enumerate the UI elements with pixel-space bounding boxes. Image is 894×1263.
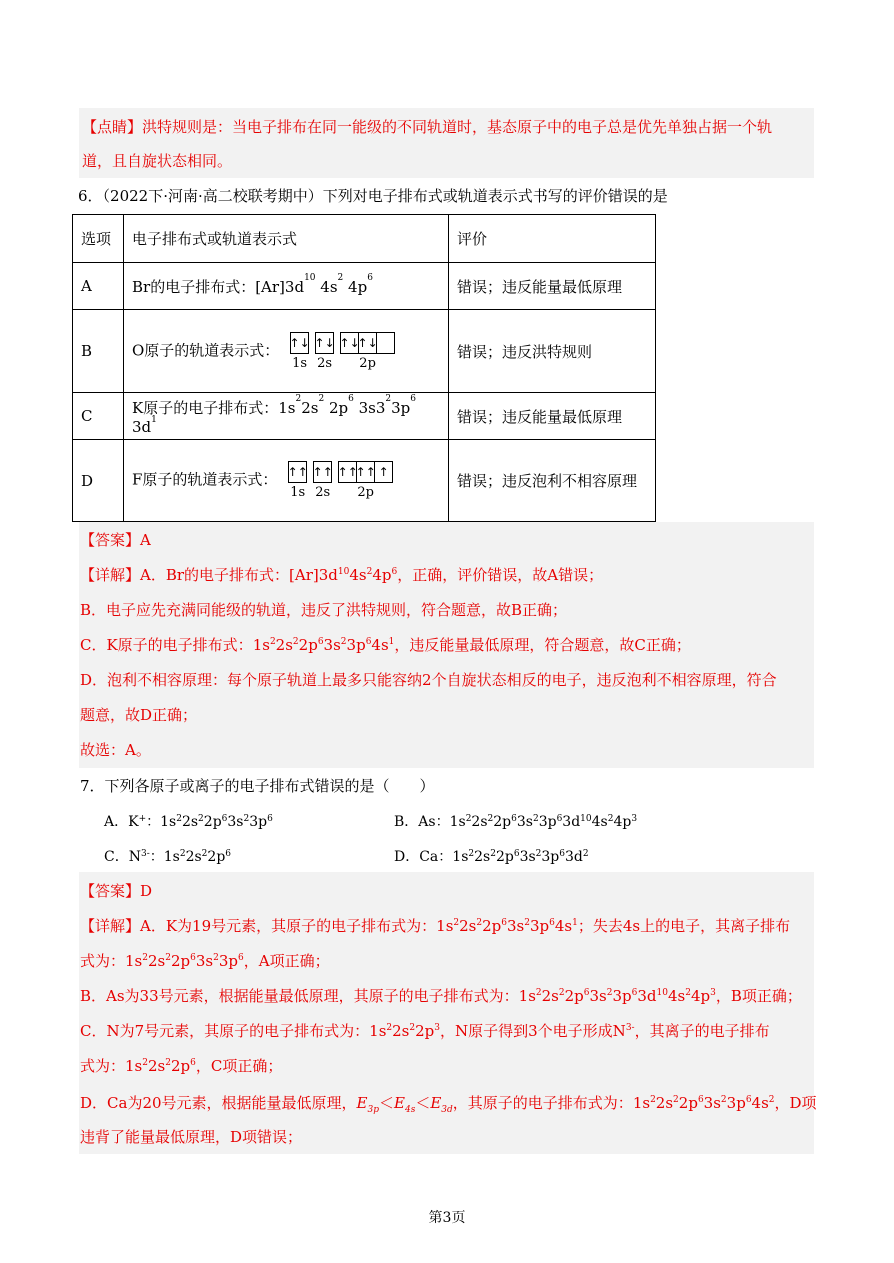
q6-stem: 6．（2022下·河南·高二校联考期中）下列对电子排布式或轨道表示式书写的评价错误的是 [78,187,668,205]
q7-detail-a-2: 式为：$1s^22s^22p^63s^23p^6$，A项正确； [80,952,330,970]
q7-detail-d-2: 违背了能量最低原理，D项错误； [80,1128,303,1146]
q7-detail-c-1: C．N为7号元素，其原子的电子排布式为：$1s^22s^22p^3$，N原子得到3个电子形成$N^{3-}$，其离子的电子排布 [80,1022,770,1040]
header-option: 选项 [73,215,124,263]
q6-detail-d-1: D．泡利不相容原理：每个原子轨道上最多只能容纳2个自旋状态相反的电子，违反泡利不相容原理，符合 [80,671,777,689]
q7-option-c: C．$N^{3-}$：$1s^22s^22p^6$ [104,849,232,865]
q7-option-d: D．Ca：$1s^22s^22p^63s^23p^63d^2$ [394,849,589,865]
q7-option-a: A．K+：$1s^22s^22p^63s^23p^6$ [104,814,273,830]
q7-stem: 7．下列各原子或离子的电子排布式错误的是（ ） [80,777,435,795]
oxygen-orbital-diagram: ↑↓ 1s ↑↓ 2s ↑↓ ↑↓ 2p [290,332,395,371]
q6-table [72,214,656,522]
dianjing-line-2: 道，且自旋状态相同。 [82,152,233,170]
header-evaluation: 评价 [449,215,656,263]
header-formula: 电子排布式或轨道表示式 [124,215,449,263]
q7-detail-b: B．As为33号元素，根据能量最低原理，其原子的电子排布式为：$1s^22s^22p^63s^23p^63d^{10}4s^24p^3$，B项正确； [80,987,802,1005]
table-row: D F原子的轨道表示式： ↑↑ 1s ↑↑ 2s ↑↑ ↑↑ ↑ 2p 错误；违反泡利不相容原理 [73,440,656,522]
q6-detail-b: B．电子应先充满同能级的轨道，违反了洪特规则，符合题意，故B正确； [80,601,568,619]
q7-option-b: B．As：$1s^22s^22p^63s^23p^63d^{10}4s^24p^3$ [394,814,638,830]
page-number: 第3页 [428,1210,466,1226]
q7-detail-d-1: D．Ca为20号元素，根据能量最低原理，$E_{3p}<E_{4s}<E_{3d}$，其原子的电子排布式为：$1s^22s^22p^63s^23p^64s^2$，D项 [80,1094,817,1115]
q6-detail-c: C．K原子的电子排布式：$1s^22s^22p^63s^23p^64s^1$，违反能量最低原理，符合题意，故C正确； [80,636,691,654]
dianjing-line-1: 【点睛】洪特规则是：当电子排布在同一能级的不同轨道时，基态原子中的电子总是优先单独占据一个轨 [82,118,773,136]
q6-conclusion: 故选：A。 [80,741,151,759]
table-header-row [73,215,656,263]
q7-answer: 【答案】D [80,882,153,900]
q6-answer: 【答案】A [80,531,151,549]
q7-detail-c-2: 式为：$1s^22s^22p^6$，C项正确； [80,1057,283,1075]
table-row: A Br的电子排布式：$[Ar]3d^{10}$ $4s^2$ $4p^6$ 错误；违反能量最低原理 [73,263,656,310]
q6-detail-a: 【详解】A．Br的电子排布式：$[Ar]3d^{10}4s^24p^6$，正确，评价错误，故A错误； [80,566,604,584]
q6-detail-d-2: 题意，故D正确； [80,706,198,724]
fluorine-orbital-diagram: ↑↑ 1s ↑↑ 2s ↑↑ ↑↑ ↑ 2p [288,461,393,500]
table-row: B O原子的轨道表示式： ↑↓ 1s ↑↓ 2s ↑↓ ↑↓ 2p 错误；违反洪特规则 [73,310,656,393]
dianjing-tag: 【点睛】 [82,118,143,136]
table-row: C K原子的电子排布式：$1s^22s^2$ $2p^6$ $3s3^23p^6$ $3d^1$ 错误；违反能量最低原理 [73,393,656,440]
q7-detail-a-1: 【详解】A．K为19号元素，其原子的电子排布式为：$1s^22s^22p^63s^23p^64s^1$；失去4s上的电子，其离子排布 [80,917,791,935]
